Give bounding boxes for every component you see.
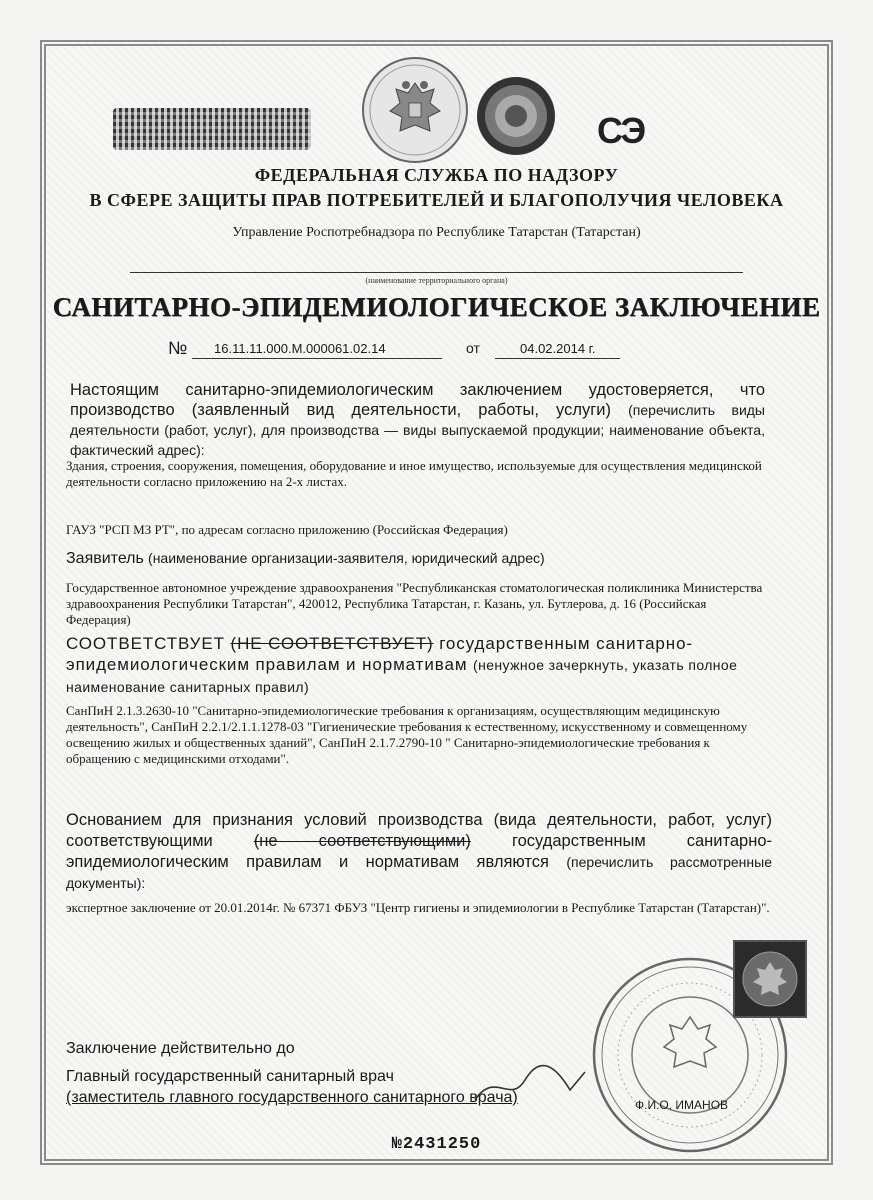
intro-hint-text: (перечислить виды деятельности (работ, услуг), для производства — виды выпускаемой продукции; наименование объекта, фактический адрес): <box>70 402 765 458</box>
basis-text-part1: Основанием для признания условий производства (вида деятельности, работ, услуг) соответствующими <box>66 811 772 850</box>
chief-doctor-title: Главный государственный санитарный врач <box>66 1068 394 1085</box>
complies-hint: (ненужное зачеркнуть, указать полное наименование санитарных правил) <box>66 657 738 695</box>
applicant-label: Заявитель <box>66 550 144 567</box>
validity-label: Заключение действительно до <box>66 1040 295 1057</box>
compliance-paragraph <box>66 633 776 698</box>
date-label: от <box>466 340 480 356</box>
document-title: САНИТАРНО-ЭПИДЕМИОЛОГИЧЕСКОЕ ЗАКЛЮЧЕНИЕ <box>52 292 821 322</box>
deputy-title: (заместитель главного государственного санитарного врача) <box>66 1089 518 1106</box>
expert-conclusion: экспертное заключение от 20.01.2014г. № 67371 ФБУЗ "Центр гигиены и эпидемиологии в Республике Татарстан (Татарстан)". <box>66 900 770 915</box>
applicant-details: Государственное автономное учреждение здравоохранения "Республиканская стоматологическая поликлиника Министерства здравоохранения Республики Татарстан", 420012, Республика Татарстан, г. Казань, ул. Бутлерова, д. 16 (Российская Федерация) <box>66 580 763 627</box>
agency-name-line2: В СФЕРЕ ЗАЩИТЫ ПРАВ ПОТРЕБИТЕЛЕЙ И БЛАГОПОЛУЧИЯ ЧЕЛОВЕКА <box>89 190 784 210</box>
basis-struck-text: (не соответствующими) <box>253 832 471 850</box>
basis-hint: (перечислить рассмотренные документы): <box>66 854 772 891</box>
hologram-seal-icon <box>475 75 557 157</box>
activity-description: Здания, строения, сооружения, помещения, оборудование и иное имущество, используемые для осуществления медицинской деятельности согласно приложению на 2-х листах. <box>66 458 762 489</box>
signer-name: Ф.И.О. ИМАНОВ <box>635 1098 729 1112</box>
complies-rest: государственным санитарно-эпидемиологическим правилам и нормативам <box>66 634 693 674</box>
applicant-hint: (наименование организации-заявителя, юридический адрес) <box>148 550 545 566</box>
territorial-department: Управление Роспотребнадзора по Республике Татарстан (Татарстан) <box>232 225 641 240</box>
ce-mark-icon: СЭ <box>597 110 645 151</box>
applicant-heading <box>66 550 766 568</box>
number-underline <box>192 358 442 359</box>
sanitary-rules-list: СанПиН 2.1.3.2630-10 "Санитарно-эпидемиологические требования к организациям, осуществляющим медицинскую деятельность", СанПиН 2.2.1/2.1.1.1278-03 "Гигиенические требования к естественному, искусственному и совмещенному освещению жилых и общественных зданий", СанПиН 2.1.7.2790-10 " Санитарно-эпидемиологические требования к обращению с медицинскими отходами". <box>66 703 748 766</box>
complies-word: СООТВЕТСТВУЕТ <box>66 634 225 653</box>
certificate-date: 04.02.2014 г. <box>520 341 596 356</box>
hologram-sticker-icon <box>733 940 807 1018</box>
basis-text-part2: государственным санитарно-эпидемиологическим правилам и нормативам являются <box>66 832 772 871</box>
not-complies-struck: (НЕ СООТВЕТСТВУЕТ) <box>230 634 434 653</box>
date-underline <box>495 358 620 359</box>
security-pattern-logo-icon <box>113 108 311 150</box>
department-underline <box>130 272 743 273</box>
basis-paragraph <box>66 810 772 894</box>
department-caption: (наименование территориального органа) <box>365 276 508 285</box>
agency-name-line1: ФЕДЕРАЛЬНАЯ СЛУЖБА ПО НАДЗОРУ <box>254 165 619 185</box>
certificate-number: 16.11.11.000.М.000061.02.14 <box>214 341 386 356</box>
organization-name: ГАУЗ "РСП МЗ РТ", по адресам согласно приложению (Российская Федерация) <box>66 522 508 537</box>
double-headed-eagle-emblem-icon <box>360 55 470 165</box>
intro-paragraph <box>70 380 765 460</box>
number-label: № <box>168 338 188 358</box>
intro-main-text: Настоящим санитарно-эпидемиологическим заключением удостоверяется, что производство (заявленный вид деятельности, работы, услуги) <box>70 381 765 419</box>
signature-icon <box>470 1060 590 1110</box>
form-serial-number: №2431250 <box>391 1135 482 1154</box>
